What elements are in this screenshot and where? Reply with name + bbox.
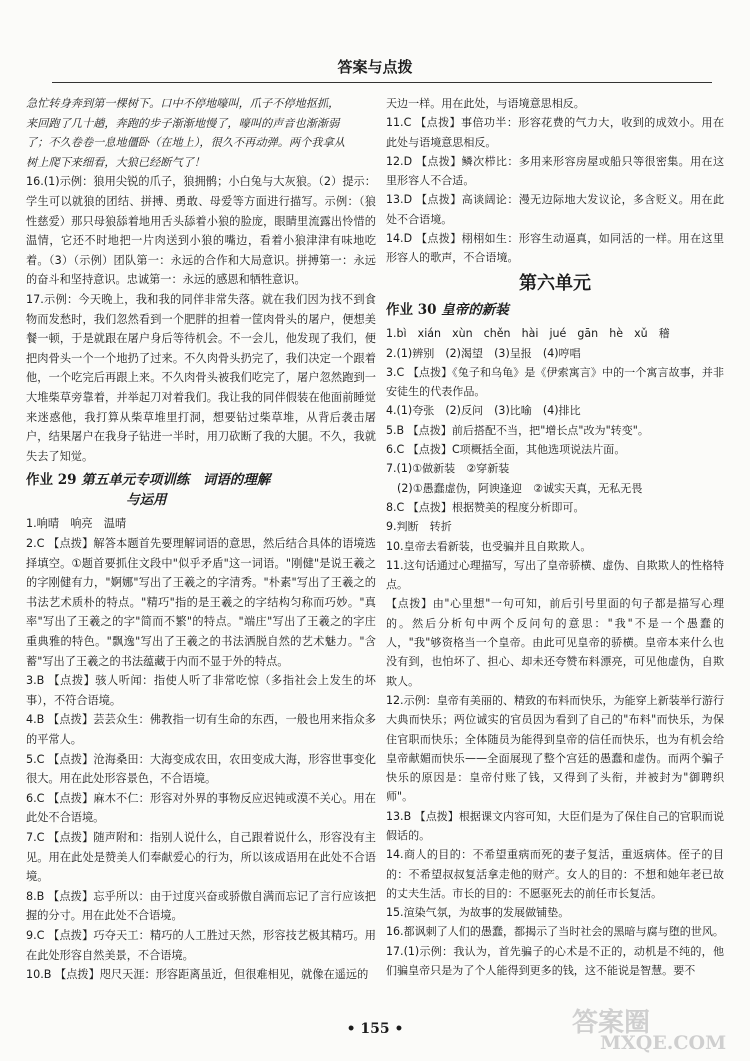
section-title: 第五单元专项训练 词语的理解 [81,472,271,489]
answer-item: 7.(1)①做新装 ②穿新装 [386,462,510,476]
handwritten-line: 来回跑了几十趟，奔跑的步子渐渐地慢了，嚎叫的声音也渐渐弱 [26,116,340,130]
right-column [386,94,724,980]
answer-item: 9.判断 转折 [386,520,452,534]
answer-item: 12.示例：皇帝有美丽的、精致的布料而快乐，为能穿上新装举行游行大典而快乐；两位诚实的官员因为看到了自己的"布料"而快乐，为保住官职而快乐；全体随员为能得到皇帝的信任而快乐，也为有机会给皇帝献媚而快乐——全面展现了整个宫廷的愚蠢和虚伪。而两个骗子快乐的原因是：皇帝付账了钱，又得到了头衔，并被封为"御聘织师"。 [386,693,724,804]
answer-item: 10.B 【点拨】咫尺天涯：形容距离虽近，但很难相见，就像在遥远的 [26,968,369,982]
section-heading-30 [386,301,724,320]
left-column [26,94,376,985]
site-watermark [572,1002,742,1060]
answer-item: 12.D 【点拨】鳞次栉比：多用来形容房屋或船只等很密集。用在这里形容人不合适。 [386,154,724,188]
answer-item: 8.C 【点拨】根据赞美的程度分析即可。 [386,500,585,514]
answer-item: 17.(1)示例：我认为，首先骗子的心术是不正的，动机是不纯的，他们骗皇帝只是为了个人能得到更多的钱，这不能说是智慧。要不 [386,944,724,978]
page-header [0,56,750,84]
watermark-text: 答案圈 [572,1008,651,1038]
answer-item: 16.都讽刺了人们的愚蠢，都揭示了当时社会的黑暗与腐与堕的世风。 [386,925,724,939]
section-heading-29 [26,471,376,510]
answer-item: 2.(1)辨别 (2)渴望 (3)呈报 (4)哼唱 [386,346,581,360]
answer-item: 1.bì xián xùn chěn hài jué gān hè xǔ 稽 [386,327,670,341]
answer-item: 10.皇帝去看新装，也受骗并且自欺欺人。 [386,539,592,553]
answer-item: 4.(1)夸张 (2)反问 (3)比喻 (4)排比 [386,404,581,418]
answer-item-16: 16.(1)示例：狼用尖锐的爪子，狼拥鹘；小白兔与大灰狼。（2）提示：学生可以就狼的团结、拼搏、勇敢、母爱等方面进行描写。示例：（狼性慈爱）那只母狼舔着地用舌头舔着小狼的脸庞，眼睛里流露出怜惜的温情，它还不时地把一片肉送到小狼的嘴边，看着小狼津津有味地吃着。（3）（示例）团队第一：永远的合作和大局意识。拼搏第一：永远的奋斗和坚持意识。忠诚第一：永远的感恩和牺牲意识。 [26,175,376,287]
answer-item: 2.C 【点拨】解答本题首先要理解词语的意思，然后结合具体的语境选择填空。①题首要抓住文段中"似乎矛盾"这一词语。"刚健"是说王羲之的字刚健有力，"婀娜"写出了王羲之的字清秀。"朴素"写出了王羲之的书法艺术质朴的特点。"精巧"指的是王羲之的字结构匀称而巧妙。"真率"写出了王羲之的字"简而不繁"的特点。"端庄"写出了王羲之的字庄重典雅的特色。"飘逸"写出了王羲之的书法洒脱自然的艺术魅力。"含蓄"写出了王羲之的书法蕴藏于内而不显于外的特点。 [26,537,376,668]
answer-item: 8.B 【点拨】忘乎所以：由于过度兴奋或骄傲自满而忘记了言行应该把握的分寸。用在此处不合语境。 [26,889,376,923]
answer-item: 7.C 【点拨】随声附和：指别人说什么，自己跟着说什么，形容没有主见。用在此处是赞美人们奉献爱心的行为，所以该成语用在此处不合语境。 [26,830,376,884]
answer-item: 4.B 【点拨】芸芸众生：佛教指一切有生命的东西，一般也用来指众多的平常人。 [26,713,376,746]
answer-item: 14.商人的目的：不希望重病而死的妻子复活，重返病体。侄子的目的：不希望叔叔复活拿走他的财产。女人的目的：不想和她年老已故的丈夫生活。市长的目的：不愿驱死去的前任市长复活。 [386,848,724,900]
watermark-url: MXQE.COM [600,1032,727,1054]
answer-item: 15.渲染气氛，为故事的发展做铺垫。 [386,906,570,920]
header-title: 答案与点拨 [337,58,413,76]
section-label: 作业 30 [386,301,437,318]
answer-item: 13.D 【点拨】高谈阔论：漫无边际地大发议论，多含贬义。用在此处不合语境。 [386,193,724,226]
answer-item: 5.C 【点拨】沧海桑田：大海变成农田，农田变成大海，形容世事变化很大。用在此处形容景色，不合语境。 [26,752,376,786]
handwritten-line: 树上爬下来细看，大狼已经断气了！ [26,155,206,169]
answer-item: 9.C 【点拨】巧夺天工：精巧的人工胜过天然，形容技艺极其精巧。用在此处形容自然美景，不合语境。 [26,928,376,962]
page-number: • 155 • [346,1021,404,1037]
section-subtitle: 与运用 [126,491,167,508]
answer-item: (2)①愚蠢虚伪，阿谀逢迎 ②诚实天真，无私无畏 [386,481,643,495]
answer-item: 天边一样。用在此处，与语境意思相反。 [386,97,585,110]
answer-item-17: 17.示例：今天晚上，我和我的同伴非常失落。就在我们因为找不到食物而发愁时，我们忽然看到一个肥胖的担着一筐肉骨头的屠户，便想美餐一顿，于是就跟在屠户身后等待机会。不一会儿，他发现了我们，便把肉骨头一个一个地扔了过来。不久肉骨头扔完了，我们决定一个跟着他，一个吃完后再跟上来。不久肉骨头被我们吃完了，屠户忽然跑到一大堆柴草旁靠着，并举起刀对着我们。我让我的同伴假装在他面前睡觉来迷惑他，我打算从柴草堆里打洞，想要钻过柴草堆，从背后袭击屠户，结果屠户在我身子钻进一半时，用刀砍断了我的大腿。不久，我就失去了知觉。 [26,292,376,463]
answer-item: 【点拨】由"心里想"一句可知，前后引号里面的句子都是描写心理的。然后分析句中两个反问句的意思："我"不是一个愚蠢的人，"我"够资格当一个皇帝。由此可见皇帝的骄横。皇帝本来什么也没有到，也怕坏了、担心、却未还夸赞布料漂亮，可见他虚伪，自欺欺人。 [386,597,724,688]
unit-title: 第六单元 [519,272,591,294]
answer-item: 5.B 【点拨】前后搭配不当，把"增长点"改为"转变"。 [386,423,649,437]
section-title: 皇帝的新装 [441,301,509,318]
answer-item: 11.C 【点拨】事倍功半：形容花费的气力大，收到的成效小。用在此处与语境意思相反。 [386,116,724,149]
answer-item: 1.响晴 响亮 温晴 [26,517,127,531]
answer-item: 6.C 【点拨】麻木不仁：形容对外界的事物反应迟钝或漠不关心。用在此处不合语境。 [26,791,376,825]
answer-item: 3.B 【点拨】骇人听闻：指使人听了非常吃惊（多指社会上发生的坏事），不符合语境。 [26,674,376,707]
answer-item: 11.这句话通过心理描写，写出了皇帝骄横、虚伪、自欺欺人的性格特点。 [386,558,724,592]
section-label: 作业 29 [26,472,77,489]
answer-item: 14.D 【点拨】栩栩如生：形容生动逼真，如同活的一样。用在这里形容人的歌声，不合语境。 [386,232,724,265]
answer-item: 3.C 【点拨】《兔子和乌龟》是《伊索寓言》中的一个寓言故事，并非安徒生的代表作品。 [386,365,724,399]
header-divider [52,82,712,83]
answer-item: 6.C 【点拨】C项概括全面，其他选项说法片面。 [386,443,626,457]
handwritten-line: 了；不久卷卷一息地僵卧（在地上），很久不再动弹。两个我拿从 [26,136,345,150]
answer-item: 13.B 【点拨】根据课文内容可知，大臣们是为了保住自己的官职而说假话的。 [386,809,724,842]
handwritten-line: 急忙转身奔到第一棵树下。口中不停地嚎叫，爪子不停地抠抓， [26,97,340,110]
